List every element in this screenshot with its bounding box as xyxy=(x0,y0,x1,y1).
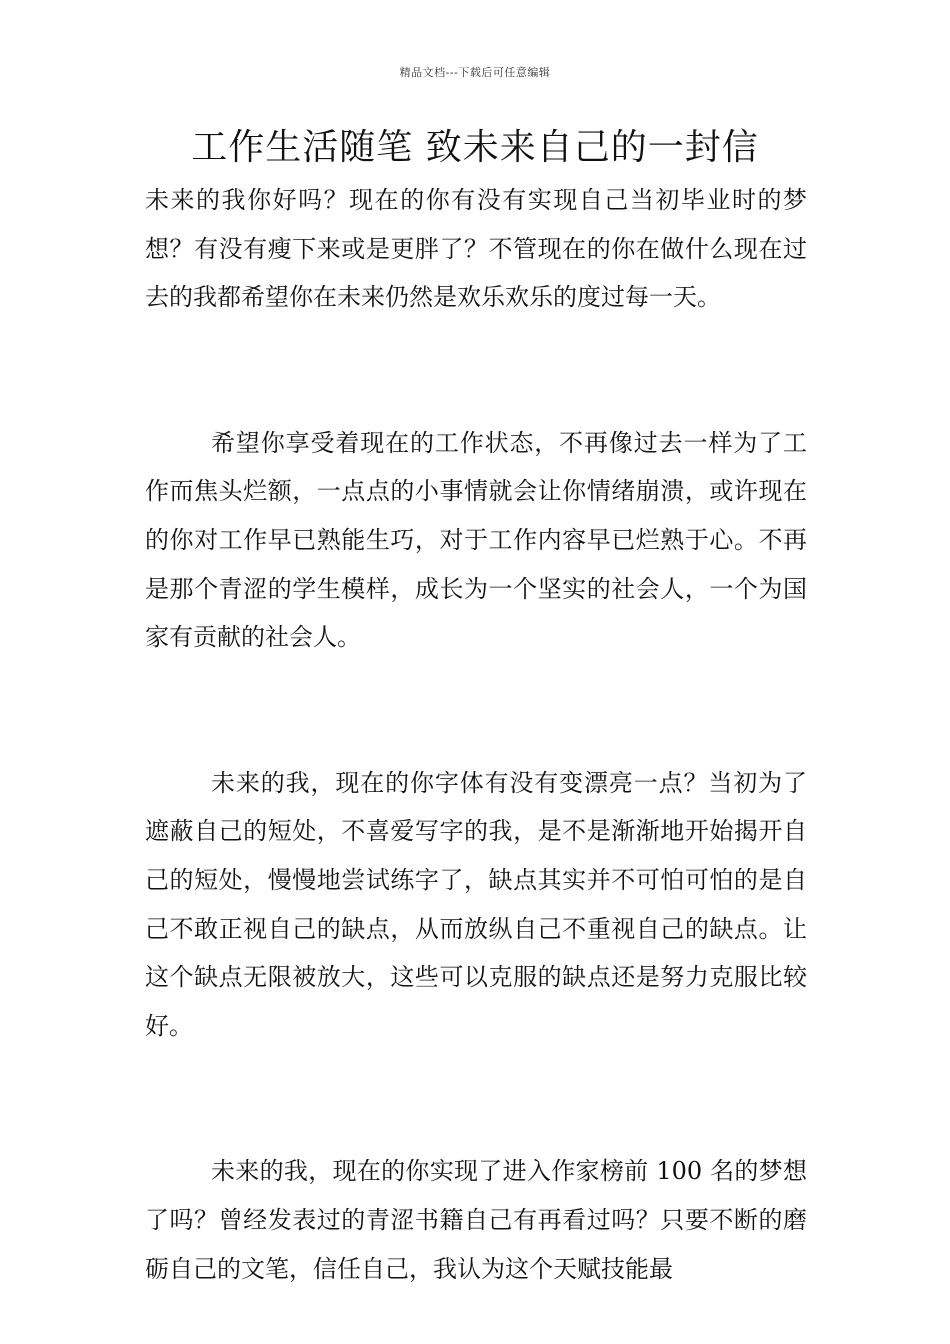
paragraph-spacer xyxy=(145,662,807,759)
paragraph-2: 希望你享受着现在的工作状态，不再像过去一样为了工作而焦头烂额，一点点的小事情就会让你情绪崩溃，或许现在的你对工作早已熟能生巧，对于工作内容早已烂熟于心。不再是那个青涩的学生模样，成长为一个坚实的社会人，一个为国家有贡献的社会人。 xyxy=(145,428,807,652)
document-body xyxy=(145,176,807,1293)
paragraph-1: 未来的我你好吗？现在的你有没有实现自己当初毕业时的梦想？有没有瘦下来或是更胖了？不管现在的你在做什么现在过去的我都希望你在未来仍然是欢乐欢乐的度过每一天。 xyxy=(145,186,807,312)
paragraph-spacer xyxy=(145,1050,807,1147)
paragraph-3: 未来的我，现在的你字体有没有变漂亮一点？当初为了遮蔽自己的短处，不喜爱写字的我，是不是渐渐地开始揭开自己的短处，慢慢地尝试练字了，缺点其实并不可怕可怕的是自己不敢正视自己的缺点，从而放纵自己不重视自己的缺点。让这个缺点无限被放大，这些可以克服的缺点还是努力克服比较好。 xyxy=(145,768,807,1040)
paragraph-4: 未来的我，现在的你实现了进入作家榜前 100 名的梦想了吗？曾经发表过的青涩书籍自己有再看过吗？只要不断的磨砺自己的文笔，信任自己，我认为这个天赋技能最 xyxy=(145,1157,807,1283)
paragraph-spacer xyxy=(145,322,807,419)
document-title: 工作生活随笔 致未来自己的一封信 xyxy=(191,127,759,168)
page-header-note: 精品文档---下载后可任意编辑 xyxy=(399,66,551,79)
